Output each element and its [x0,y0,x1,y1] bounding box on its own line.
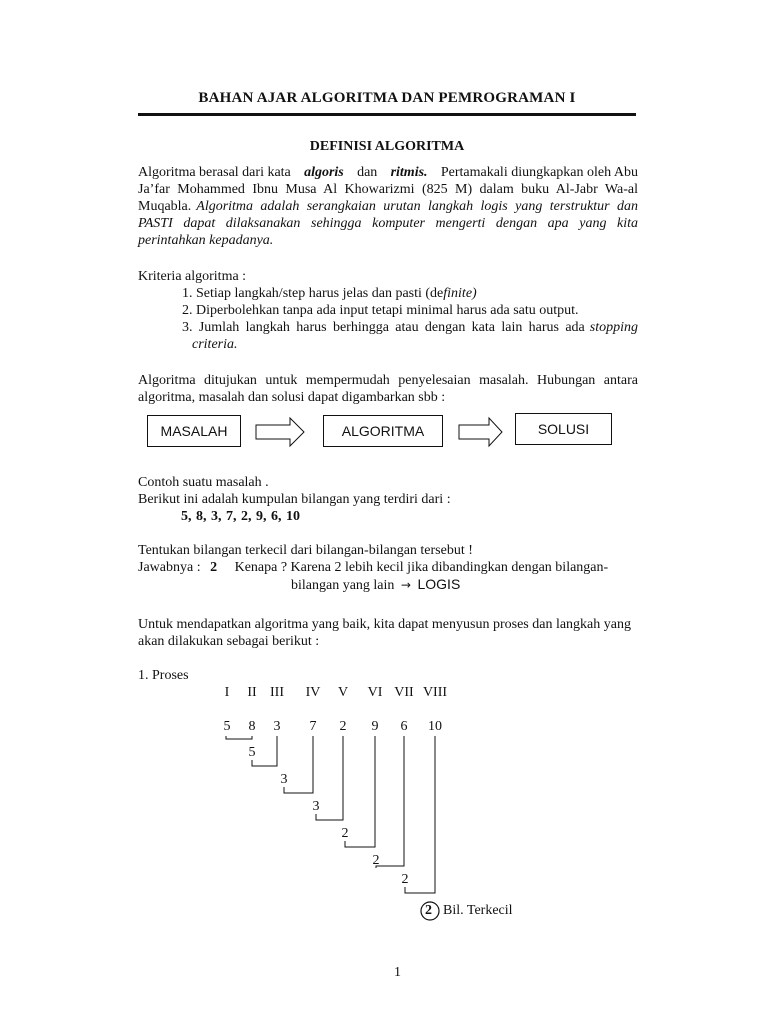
roman-label: III [270,685,284,700]
kriteria-item-text: 1. Setiap langkah/step harus jelas dan pasti (de [182,286,444,301]
step-result: 3 [280,772,288,787]
step-result: 3 [312,799,320,814]
answer-value: 2 [210,560,218,575]
answer-reason-2: bilangan yang lain [291,578,395,593]
term-ritmis: ritmis. [390,165,428,180]
number-set: 5, 8, 3, 7, 2, 9, 6, 10 [181,509,300,524]
value-label: 5 [223,719,231,734]
roman-label: VI [367,685,383,700]
value-label: 6 [400,719,408,734]
flow-box-masalah: MASALAH [147,415,241,447]
roman-label: IV [305,685,321,700]
definition-text: PASTI dapat dilaksanakan sehingga komputer mengerti dengan apa yang kita [138,216,638,231]
result-value: 2 [425,903,432,918]
intro-text: Pertamakali diungkapkan oleh Abu [440,165,638,180]
comparison-bracket [405,736,435,893]
roman-label: II [247,685,257,700]
intro-text: Algoritma berasal dari kata [138,165,291,180]
answer-logic: LOGIS [417,576,461,592]
flow-box-solusi: SOLUSI [515,413,612,445]
arrow-right-icon: → [400,578,411,592]
value-label: 10 [428,719,442,734]
roman-label: VIII [422,685,448,700]
result-label: Bil. Terkecil [443,903,513,918]
step-result: 2 [372,853,380,868]
kriteria-label: Kriteria algoritma : [138,269,247,284]
comparison-bracket [345,736,375,847]
step-result: 2 [341,826,349,841]
comparison-bracket [226,736,252,739]
definition-text: perintahkan kepadanya. [138,233,274,248]
document-title: BAHAN AJAR ALGORITMA DAN PEMROGRAMAN I [198,90,576,106]
value-label: 7 [309,719,317,734]
comparison-bracket [252,736,277,766]
kriteria-item-term: finite) [443,286,477,301]
hubungan-line-1: Algoritma ditujukan untuk mempermudah penyelesaian masalah. Hubungan antara [138,373,638,388]
page-number: 1 [394,965,401,980]
value-label: 8 [248,719,256,734]
kriteria-item-3-cont: criteria. [192,337,238,352]
answer-reason: Kenapa ? Karena 2 lebih kecil jika dibandingkan dengan bilangan- [234,560,609,575]
intro-text: dan [357,165,378,180]
flow-box-algoritma: ALGORITMA [323,415,443,447]
roman-label: V [337,685,349,700]
kriteria-item-term: stopping [589,320,638,335]
answer-label: Jawabnya : [138,560,201,575]
section-heading: DEFINISI ALGORITMA [309,139,465,154]
comparison-bracket [316,736,343,820]
contoh-line-2: Berikut ini adalah kumpulan bilangan yang terdiri dari : [138,492,451,507]
step-result: 2 [401,872,409,887]
proses-label: 1. Proses [138,668,189,683]
kriteria-item-text: 3. Jumlah langkah harus berhingga atau dengan kata lain harus ada [182,320,585,335]
contoh-line-1: Contoh suatu masalah . [138,475,269,490]
untuk-line-2: akan dilakukan sebagai berikut : [138,634,320,649]
step-result: 5 [248,745,256,760]
intro-text: Muqabla. [138,199,192,214]
task-text: Tentukan bilangan terkecil dari bilangan-bilangan tersebut ! [138,543,473,558]
kriteria-item-2: 2. Diperbolehkan tanpa ada input tetapi minimal harus ada satu output. [182,303,579,318]
roman-label: I [224,685,230,700]
intro-line-2: Ja’far Mohammed Ibnu Musa Al Khowarizmi (825 M) dalam buku Al-Jabr Wa-al [138,182,638,197]
hubungan-line-2: algoritma, masalah dan solusi dapat digambarkan sbb : [138,390,446,405]
value-label: 2 [339,719,347,734]
comparison-bracket [376,736,404,868]
definition-text: Algoritma adalah serangkaian urutan langkah logis yang terstruktur dan [196,199,638,214]
untuk-line-1: Untuk mendapatkan algoritma yang baik, kita dapat menyusun proses dan langkah yang [138,617,631,632]
value-label: 9 [371,719,379,734]
roman-label: VII [394,685,414,700]
value-label: 3 [273,719,281,734]
comparison-bracket [284,736,313,793]
term-algoris: algoris [304,165,344,180]
